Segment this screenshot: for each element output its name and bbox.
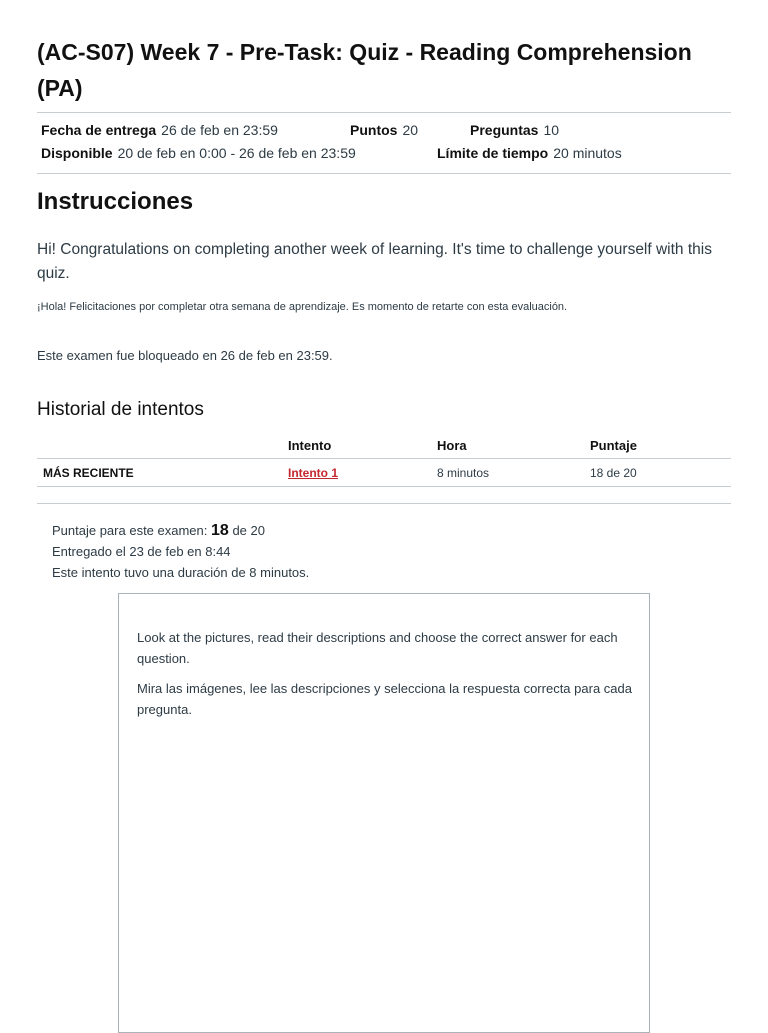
- score-suffix: de 20: [232, 523, 265, 538]
- attempt-history-table: [37, 432, 731, 487]
- table-header-row: [37, 432, 731, 459]
- quiz-title: (AC-S07) Week 7 - Pre-Task: Quiz - Reading Comprehension (PA): [37, 39, 692, 101]
- due-date: [41, 122, 278, 138]
- score-cell: 18 de 20: [590, 459, 731, 487]
- attempt-1-link[interactable]: Intento 1: [288, 465, 338, 480]
- instructions-text-es: ¡Hola! Felicitaciones por completar otra semana de aprendizaje. Es momento de retarte con esta evaluación.: [37, 301, 568, 313]
- history-heading: Historial de intentos: [37, 399, 204, 420]
- result-summary: [52, 520, 309, 583]
- divider: [37, 173, 731, 174]
- locked-notice: Este examen fue bloqueado en 26 de feb en 23:59.: [37, 348, 333, 363]
- column-header-attempt: Intento: [288, 432, 437, 459]
- points-value: 20: [402, 122, 419, 138]
- table-row: [37, 459, 731, 487]
- available: [41, 145, 356, 161]
- column-header: [37, 432, 288, 459]
- duration-line: Este intento tuvo una duración de 8 minutos.: [52, 565, 310, 580]
- due-label: Fecha de entrega: [41, 122, 157, 138]
- score-value: 18: [211, 522, 229, 539]
- question-text-en: Look at the pictures, read their descriptions and choose the correct answer for each question.: [137, 630, 618, 666]
- available-value: 20 de feb en 0:00 - 26 de feb en 23:59: [117, 145, 356, 161]
- divider: [37, 112, 731, 113]
- time-limit-label: Límite de tiempo: [437, 145, 549, 161]
- question-box: [118, 593, 650, 1033]
- attempt-cell: [288, 459, 437, 487]
- column-header-score: Puntaje: [590, 432, 731, 459]
- most-recent-label: MÁS RECIENTE: [37, 459, 288, 487]
- score-prefix: Puntaje para este examen:: [52, 523, 208, 538]
- time-limit: [437, 145, 622, 161]
- questions-label: Preguntas: [470, 122, 539, 138]
- questions-value: 10: [543, 122, 560, 138]
- points-label: Puntos: [350, 122, 398, 138]
- time-cell: 8 minutos: [437, 459, 590, 487]
- submitted-line: Entregado el 23 de feb en 8:44: [52, 544, 231, 559]
- available-label: Disponible: [41, 145, 113, 161]
- score-line: [52, 520, 309, 541]
- instructions-heading: Instrucciones: [37, 188, 194, 215]
- points: [350, 122, 418, 138]
- column-header-time: Hora: [437, 432, 590, 459]
- time-limit-value: 20 minutos: [553, 145, 622, 161]
- due-value: 26 de feb en 23:59: [161, 122, 278, 138]
- divider: [37, 503, 731, 504]
- question-text-es: Mira las imágenes, lee las descripciones y selecciona la respuesta correcta para cada pregunta.: [137, 681, 632, 717]
- instructions-text-en: Hi! Congratulations on completing another week of learning. It's time to challenge yourself with this quiz.: [37, 241, 712, 282]
- questions: [470, 122, 559, 138]
